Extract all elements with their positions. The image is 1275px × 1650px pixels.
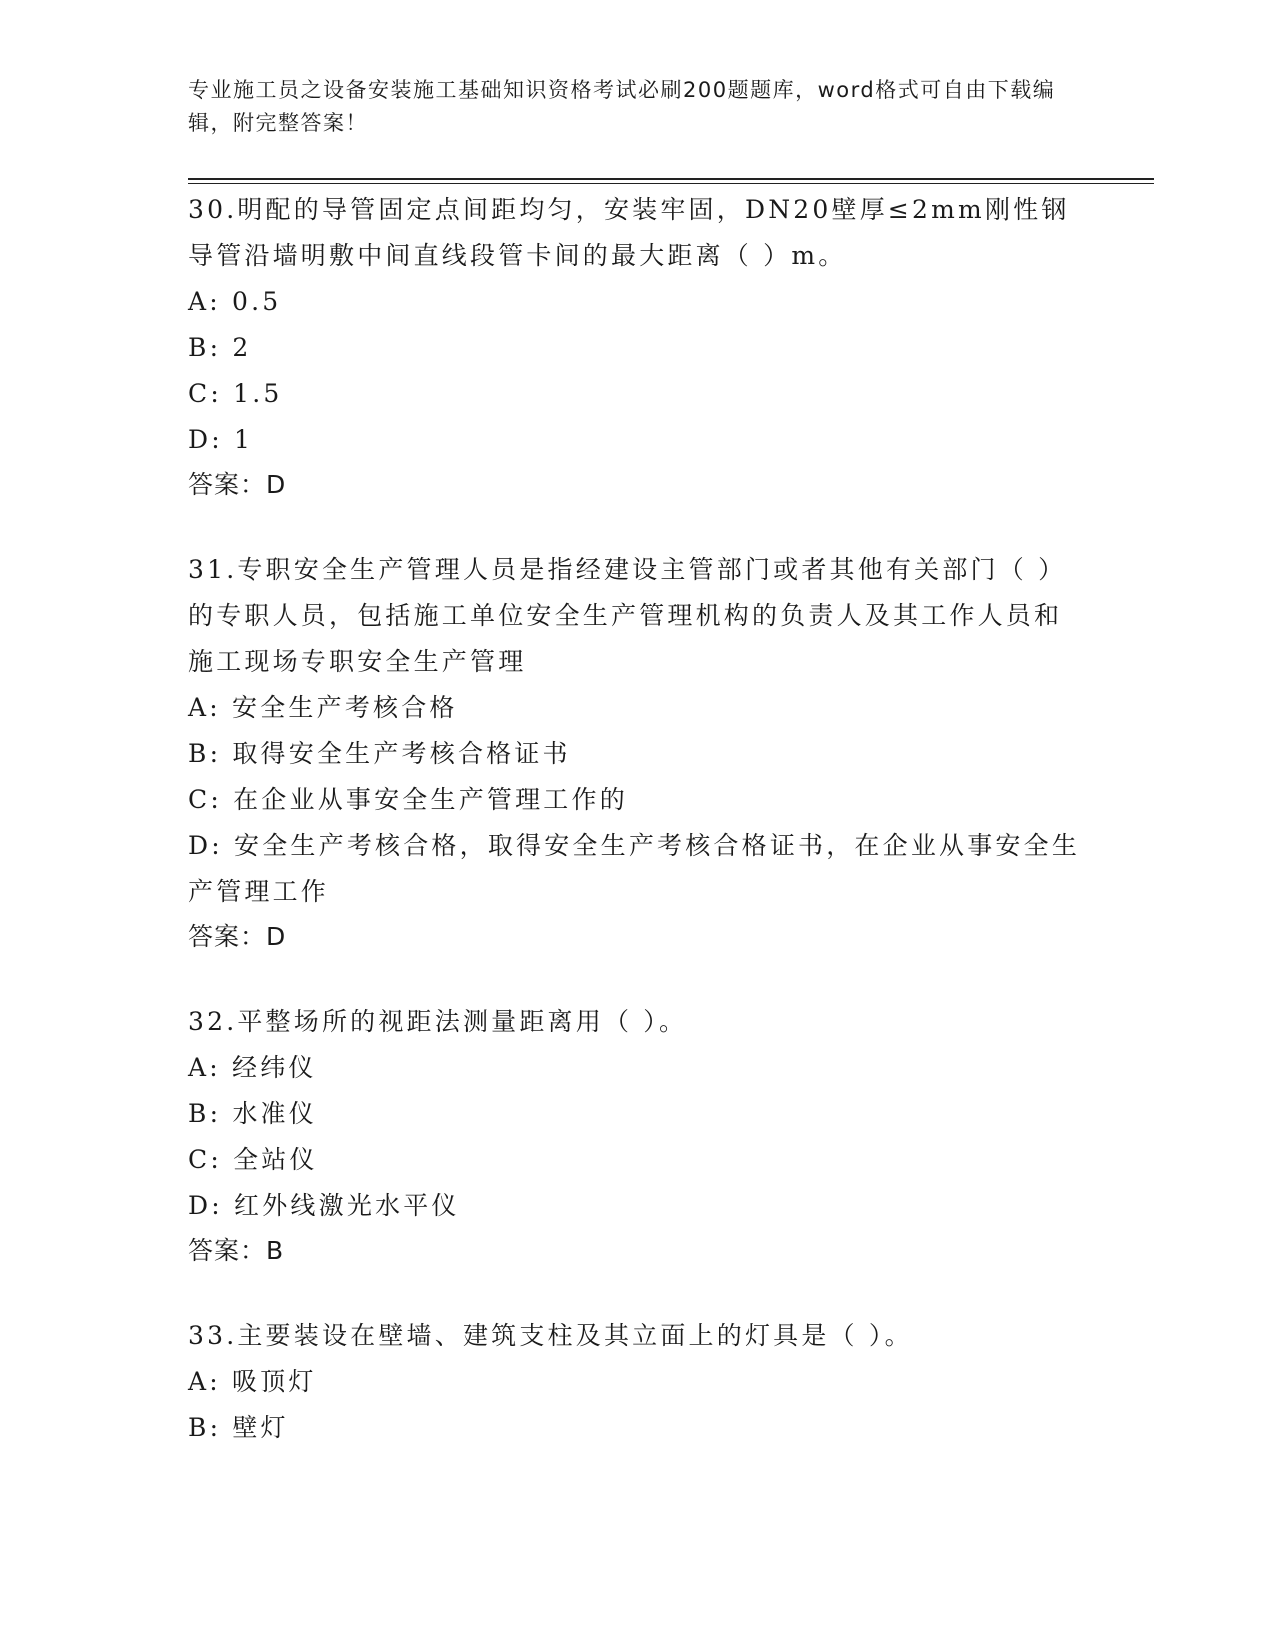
option-c: C: 全站仪 bbox=[188, 1145, 318, 1174]
option-c: C: 1.5 bbox=[188, 379, 283, 408]
option-a: A: 0.5 bbox=[188, 287, 282, 316]
option-b: B: 取得安全生产考核合格证书 bbox=[188, 739, 571, 768]
option-b: B: 水准仪 bbox=[188, 1099, 317, 1128]
header-divider-thin bbox=[188, 183, 1154, 184]
header-note: 专业施工员之设备安装施工基础知识资格考试必刷200题题库，word格式可自由下载编辑，附完整答案！ bbox=[188, 78, 1056, 135]
answer: 答案：D bbox=[188, 470, 287, 499]
option-a: A: 吸顶灯 bbox=[188, 1367, 317, 1396]
answer: 答案：D bbox=[188, 922, 287, 951]
option-d: D: 1 bbox=[188, 425, 254, 454]
option-d: D: 安全生产考核合格，取得安全生产考核合格证书，在企业从事安全生产管理工作 bbox=[188, 831, 1081, 906]
option-b: B: 2 bbox=[188, 333, 252, 362]
question-stem: 30.明配的导管固定点间距均匀，安装牢固，DN20壁厚≤2mm刚性钢导管沿墙明敷中间直线段管卡间的最大距离（ ）m。 bbox=[188, 195, 1070, 270]
question-30 bbox=[188, 187, 1088, 507]
option-a: A: 经纬仪 bbox=[188, 1053, 317, 1082]
option-c: C: 在企业从事安全生产管理工作的 bbox=[188, 785, 628, 814]
answer: 答案：B bbox=[188, 1236, 285, 1265]
question-list bbox=[188, 187, 1088, 1491]
question-33 bbox=[188, 1313, 1088, 1451]
question-31 bbox=[188, 547, 1088, 959]
option-a: A: 安全生产考核合格 bbox=[188, 693, 458, 722]
question-stem: 33.主要装设在壁墙、建筑支柱及其立面上的灯具是（ ）。 bbox=[188, 1321, 913, 1350]
question-32 bbox=[188, 999, 1088, 1273]
option-b: B: 壁灯 bbox=[188, 1413, 289, 1442]
question-stem: 32.平整场所的视距法测量距离用（ ）。 bbox=[188, 1007, 688, 1036]
question-stem: 31.专职安全生产管理人员是指经建设主管部门或者其他有关部门（ ）的专职人员，包括施工单位安全生产管理机构的负责人及其工作人员和施工现场专职安全生产管理 bbox=[188, 555, 1067, 676]
option-d: D: 红外线激光水平仪 bbox=[188, 1191, 460, 1220]
header-divider-thick bbox=[188, 178, 1154, 180]
